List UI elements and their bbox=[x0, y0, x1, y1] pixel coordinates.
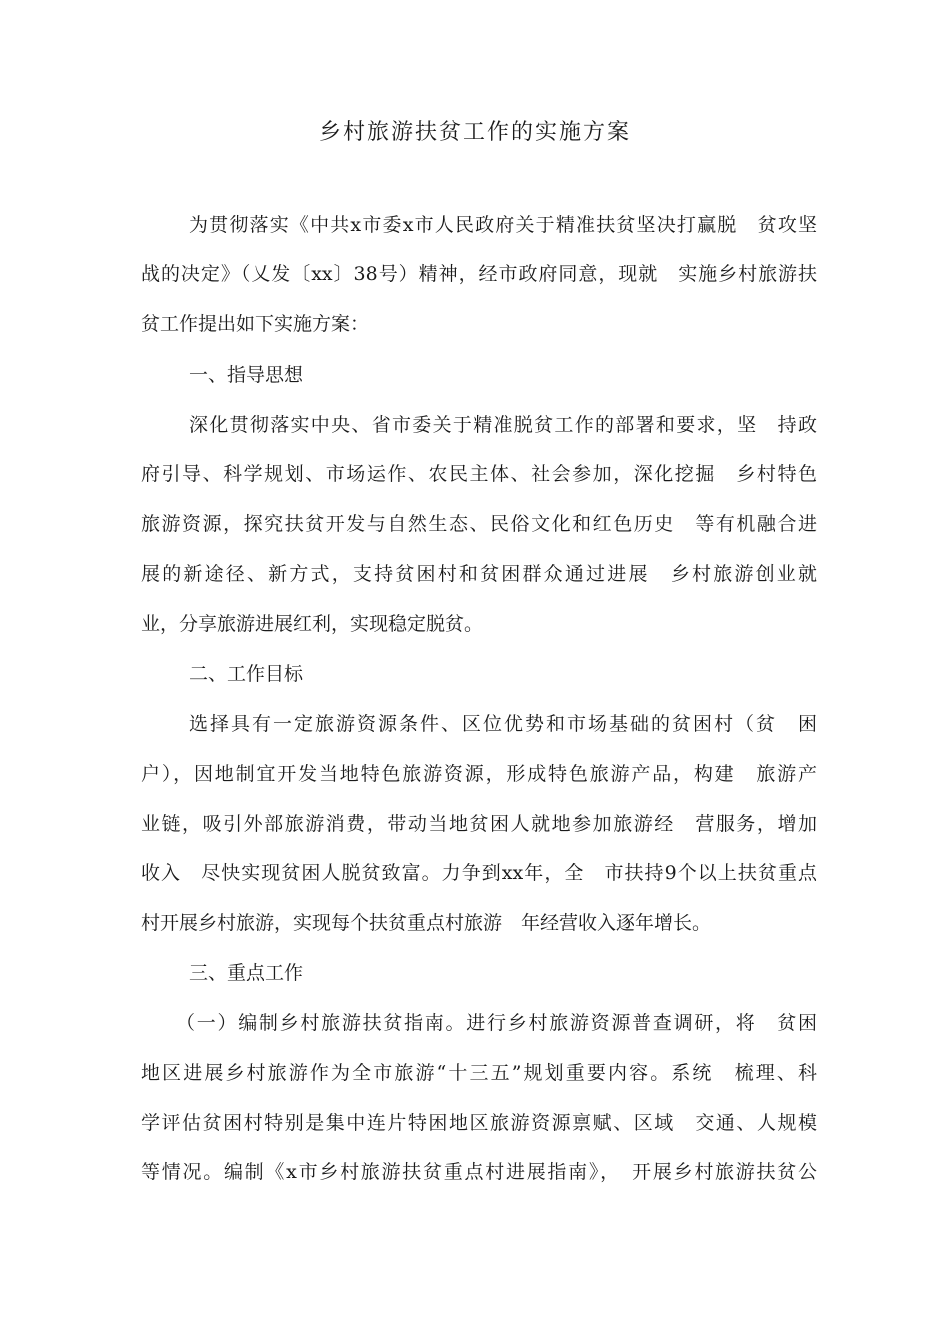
paragraph-line: 学评估贫困村特别是集中连片特困地区旅游资源禀赋、区域 交通、人规模 bbox=[141, 1112, 817, 1134]
paragraph-line: （一）编制乡村旅游扶贫指南。进行乡村旅游资源普查调研，将 贫困 bbox=[176, 1012, 817, 1034]
paragraph-line: 为贯彻落实《中共x市委x市人民政府关于精准扶贫坚决打赢脱 贫攻坚 bbox=[189, 214, 817, 236]
paragraph-line: 村开展乡村旅游，实现每个扶贫重点村旅游 年经营收入逐年增长。 bbox=[141, 912, 712, 934]
section-heading: 一、指导思想 bbox=[189, 364, 304, 386]
paragraph-line: 贫工作提出如下实施方案： bbox=[141, 313, 370, 335]
paragraph-line: 府引导、科学规划、市场运作、农民主体、社会参加，深化挖掘 乡村特色 bbox=[141, 463, 817, 485]
paragraph-line: 业链，吸引外部旅游消费，带动当地贫困人就地参加旅游经 营服务，增加 bbox=[141, 813, 817, 835]
paragraph-line: 等情况。编制《x市乡村旅游扶贫重点村进展指南》， 开展乡村旅游扶贫公 bbox=[141, 1161, 817, 1183]
paragraph-line: 选择具有一定旅游资源条件、区位优势和市场基础的贫困村（贫 困 bbox=[189, 713, 817, 735]
document-title: 乡村旅游扶贫工作的实施方案 bbox=[318, 120, 631, 145]
paragraph-line: 展的新途径、新方式，支持贫困村和贫困群众通过进展 乡村旅游创业就 bbox=[141, 563, 817, 585]
paragraph-line: 深化贯彻落实中央、省市委关于精准脱贫工作的部署和要求，坚 持政 bbox=[189, 414, 817, 436]
paragraph-line: 战的决定》（乂发〔xx〕38号）精神，经市政府同意，现就 实施乡村旅游扶 bbox=[141, 263, 817, 285]
paragraph-line: 收入 尽快实现贫困人脱贫致富。力争到xx年，全 市扶持9个以上扶贫重点 bbox=[141, 862, 817, 884]
paragraph-line: 旅游资源，探究扶贫开发与自然生态、民俗文化和红色历史 等有机融合进 bbox=[141, 513, 817, 535]
section-heading: 三、重点工作 bbox=[189, 962, 304, 984]
paragraph-line: 业，分享旅游进展红利，实现稳定脱贫。 bbox=[141, 613, 484, 635]
paragraph-line: 户），因地制宜开发当地特色旅游资源，形成特色旅游产品，构建 旅游产 bbox=[141, 763, 817, 785]
section-heading: 二、工作目标 bbox=[189, 663, 304, 685]
paragraph-line: 地区进展乡村旅游作为全市旅游“十三五”规划重要内容。系统 梳理、科 bbox=[141, 1062, 817, 1084]
